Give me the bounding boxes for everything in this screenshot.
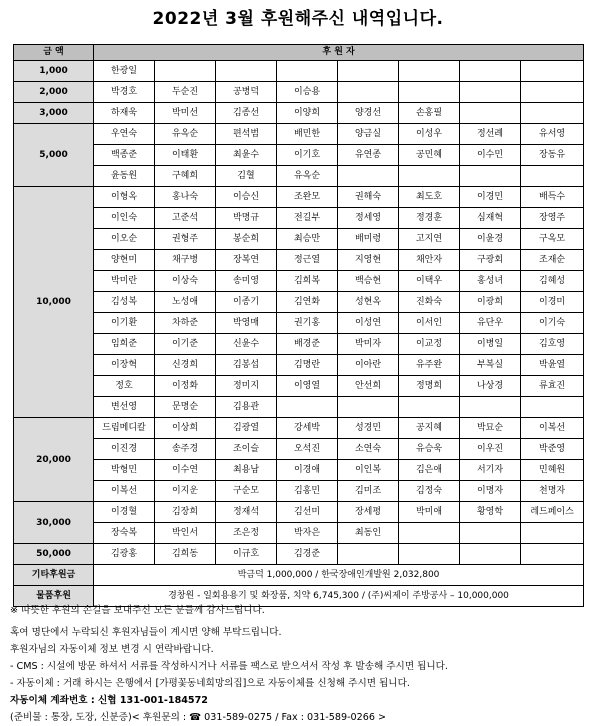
- donor-name-cell: 김희동: [155, 544, 216, 565]
- donor-name-cell: 이병일: [460, 334, 521, 355]
- donor-name-cell: 김경준: [277, 544, 338, 565]
- donor-name-cell: 이성우: [399, 124, 460, 145]
- donor-name-cell: 이윤경: [460, 229, 521, 250]
- donor-name-cell: [399, 397, 460, 418]
- donor-name-cell: 공병덕: [216, 82, 277, 103]
- donor-name-cell: 이태환: [155, 145, 216, 166]
- donor-name-cell: 강세박: [277, 418, 338, 439]
- donor-name-cell: 윤동원: [94, 166, 155, 187]
- goods-label: 물품후원: [14, 586, 94, 607]
- donor-name-cell: 최승만: [277, 229, 338, 250]
- donor-name-cell: 홍나숙: [155, 187, 216, 208]
- amount-cell: 3,000: [14, 103, 94, 124]
- donor-name-cell: [338, 166, 399, 187]
- donor-row: [14, 397, 584, 418]
- donor-name-cell: 천명자: [521, 481, 584, 502]
- donor-name-cell: [521, 61, 584, 82]
- donor-row: [14, 376, 584, 397]
- donor-name-cell: [399, 166, 460, 187]
- donor-name-cell: 소연숙: [338, 439, 399, 460]
- donor-name-cell: 이정화: [155, 376, 216, 397]
- donor-name-cell: 박경호: [94, 82, 155, 103]
- donor-row: [14, 355, 584, 376]
- donor-row: [14, 523, 584, 544]
- donor-name-cell: 정명희: [399, 376, 460, 397]
- donor-name-cell: 유단우: [460, 313, 521, 334]
- donor-name-cell: 김성복: [94, 292, 155, 313]
- donor-name-cell: 양금실: [338, 124, 399, 145]
- autopay-change-note: 후원자님의 자동이체 정보 변경 시 연락바랍니다.: [10, 644, 214, 655]
- donor-name-cell: [338, 544, 399, 565]
- donor-name-cell: 이양희: [277, 103, 338, 124]
- donor-name-cell: [277, 61, 338, 82]
- donor-name-cell: 오석진: [277, 439, 338, 460]
- donor-name-cell: 이경애: [277, 460, 338, 481]
- donor-name-cell: 이상숙: [155, 271, 216, 292]
- donor-name-cell: 장영주: [521, 208, 584, 229]
- donor-name-cell: 김명란: [277, 355, 338, 376]
- donor-name-cell: 서기자: [460, 460, 521, 481]
- donor-row: [14, 481, 584, 502]
- donor-name-cell: 최용남: [216, 460, 277, 481]
- donor-name-cell: 양현미: [94, 250, 155, 271]
- donor-row: [14, 103, 584, 124]
- donor-name-cell: 성경민: [338, 418, 399, 439]
- donor-name-cell: 이기호: [277, 145, 338, 166]
- donor-name-cell: 공민혜: [399, 145, 460, 166]
- donor-name-cell: 홍성녀: [460, 271, 521, 292]
- donor-row: [14, 271, 584, 292]
- donor-name-cell: 박준영: [521, 439, 584, 460]
- donor-name-cell: 박명규: [216, 208, 277, 229]
- donor-name-cell: 이지운: [155, 481, 216, 502]
- donor-name-cell: [216, 61, 277, 82]
- donor-name-cell: 이승용: [277, 82, 338, 103]
- donor-name-cell: 배미령: [338, 229, 399, 250]
- header-donors: 후 원 자: [94, 45, 584, 61]
- donor-row: [14, 334, 584, 355]
- donor-name-cell: [521, 523, 584, 544]
- donor-name-cell: 장숙복: [94, 523, 155, 544]
- donor-name-cell: 조재순: [521, 250, 584, 271]
- donor-row: [14, 544, 584, 565]
- donor-name-cell: [399, 544, 460, 565]
- donor-name-cell: 이승신: [216, 187, 277, 208]
- donor-name-cell: [460, 82, 521, 103]
- donor-name-cell: 이수민: [460, 145, 521, 166]
- donor-row: [14, 145, 584, 166]
- donor-name-cell: 배득수: [521, 187, 584, 208]
- donor-name-cell: 우연숙: [94, 124, 155, 145]
- donor-name-cell: 이복선: [521, 418, 584, 439]
- donor-name-cell: 구혜희: [155, 166, 216, 187]
- donor-name-cell: 박미선: [155, 103, 216, 124]
- donor-name-cell: 성현옥: [338, 292, 399, 313]
- donor-name-cell: 김연화: [277, 292, 338, 313]
- donor-name-cell: 심재혁: [460, 208, 521, 229]
- donor-name-cell: [521, 166, 584, 187]
- donor-name-cell: 신경희: [155, 355, 216, 376]
- page-title: 2022년 3월 후원해주신 내역입니다.: [152, 9, 444, 29]
- donor-name-cell: 이성연: [338, 313, 399, 334]
- donor-name-cell: 송주경: [155, 439, 216, 460]
- donor-name-cell: 권해숙: [338, 187, 399, 208]
- donor-name-cell: 박형민: [94, 460, 155, 481]
- donor-name-cell: 이기준: [155, 334, 216, 355]
- donor-name-cell: 유옥순: [277, 166, 338, 187]
- other-label: 기타후원금: [14, 565, 94, 586]
- donor-row: [14, 124, 584, 145]
- donor-name-cell: 정미지: [216, 376, 277, 397]
- donor-name-cell: [521, 82, 584, 103]
- donor-name-cell: 드림메디칼: [94, 418, 155, 439]
- donor-name-cell: 이우진: [460, 439, 521, 460]
- donor-name-cell: 이경미: [521, 292, 584, 313]
- donor-name-cell: [338, 82, 399, 103]
- donor-name-cell: 이명자: [460, 481, 521, 502]
- donor-name-cell: 이서인: [399, 313, 460, 334]
- donor-name-cell: 유연종: [338, 145, 399, 166]
- donor-name-cell: 김희복: [277, 271, 338, 292]
- donor-name-cell: 박미란: [94, 271, 155, 292]
- donor-name-cell: 정근열: [277, 250, 338, 271]
- donor-name-cell: 권기홍: [277, 313, 338, 334]
- donor-name-cell: 한광일: [94, 61, 155, 82]
- donor-name-cell: 이장혁: [94, 355, 155, 376]
- goods-text: 경창원 - 일회용용기 및 화장품, 치약 6,745,300 / (주)씨제이 주방공사 – 10,000,000: [94, 586, 584, 607]
- donor-name-cell: 송미영: [216, 271, 277, 292]
- donor-name-cell: 구광회: [460, 250, 521, 271]
- donor-name-cell: 구순모: [216, 481, 277, 502]
- donor-row: [14, 82, 584, 103]
- donor-name-cell: [460, 523, 521, 544]
- donor-table: [13, 44, 584, 607]
- donor-name-cell: 조은정: [216, 523, 277, 544]
- donor-name-cell: [521, 397, 584, 418]
- donor-name-cell: 박윤열: [521, 355, 584, 376]
- amount-cell: 30,000: [14, 502, 94, 544]
- donor-name-cell: 조이슬: [216, 439, 277, 460]
- donor-name-cell: [399, 523, 460, 544]
- donor-name-cell: 임희준: [94, 334, 155, 355]
- footer-notes: [10, 602, 590, 726]
- donor-name-cell: 박미애: [399, 502, 460, 523]
- donor-name-cell: 김혜성: [521, 271, 584, 292]
- donor-name-cell: 문명순: [155, 397, 216, 418]
- donor-name-cell: 이광희: [460, 292, 521, 313]
- donor-name-cell: 채구병: [155, 250, 216, 271]
- donor-name-cell: 장복연: [216, 250, 277, 271]
- donor-name-cell: 이형옥: [94, 187, 155, 208]
- donor-name-cell: 박인서: [155, 523, 216, 544]
- donor-name-cell: 이택우: [399, 271, 460, 292]
- donor-name-cell: 김광열: [216, 418, 277, 439]
- donor-name-cell: [460, 61, 521, 82]
- amount-cell: 2,000: [14, 82, 94, 103]
- donor-name-cell: 백종준: [94, 145, 155, 166]
- donor-name-cell: 김호영: [521, 334, 584, 355]
- donor-name-cell: [277, 397, 338, 418]
- donor-name-cell: 부복실: [460, 355, 521, 376]
- donor-name-cell: 이복선: [94, 481, 155, 502]
- donor-name-cell: 레드페이스: [521, 502, 584, 523]
- donor-name-cell: 김혈: [216, 166, 277, 187]
- donor-name-cell: 김용관: [216, 397, 277, 418]
- donor-name-cell: [338, 61, 399, 82]
- donor-name-cell: [460, 544, 521, 565]
- donor-name-cell: [399, 61, 460, 82]
- donor-name-cell: [460, 397, 521, 418]
- donor-name-cell: 장세평: [338, 502, 399, 523]
- donor-row: [14, 502, 584, 523]
- donor-name-cell: 이인숙: [94, 208, 155, 229]
- donor-name-cell: 정세영: [338, 208, 399, 229]
- donor-row: [14, 187, 584, 208]
- donor-name-cell: 정경훈: [399, 208, 460, 229]
- donor-name-cell: 배경준: [277, 334, 338, 355]
- thanks-note: ※ 따뜻한 후원의 손길을 보내주신 모든 분들께 감사드립니다.: [10, 605, 265, 616]
- donor-name-cell: [460, 103, 521, 124]
- donor-name-cell: 유서영: [521, 124, 584, 145]
- donor-name-cell: 정호: [94, 376, 155, 397]
- other-text: 박금덕 1,000,000 / 한국장애인개발원 2,032,800: [94, 565, 584, 586]
- donor-name-cell: 유옥순: [155, 124, 216, 145]
- donor-name-cell: 이기환: [94, 313, 155, 334]
- donor-name-cell: 이기숙: [521, 313, 584, 334]
- donor-name-cell: 지영현: [338, 250, 399, 271]
- donor-name-cell: 고지연: [399, 229, 460, 250]
- omission-note: 혹여 명단에서 누락되신 후원자님들이 계시면 양해 부탁드립니다.: [10, 627, 282, 638]
- donor-name-cell: 유승욱: [399, 439, 460, 460]
- other-row: [14, 565, 584, 586]
- donor-name-cell: 손홍필: [399, 103, 460, 124]
- donor-name-cell: 이경민: [460, 187, 521, 208]
- donor-name-cell: 공지혜: [399, 418, 460, 439]
- donor-name-cell: 이아란: [338, 355, 399, 376]
- donor-name-cell: 편석범: [216, 124, 277, 145]
- donor-name-cell: [399, 82, 460, 103]
- donor-name-cell: 김광홍: [94, 544, 155, 565]
- donor-name-cell: 조완모: [277, 187, 338, 208]
- autopay-note: - 자동이체 : 거래 하시는 은행에서 [가평꽃동네희망의집]으로 자동이체를 신청해 주시면 됩니다.: [10, 678, 410, 689]
- donor-name-cell: 진화숙: [399, 292, 460, 313]
- donor-name-cell: 이오순: [94, 229, 155, 250]
- donor-name-cell: [338, 397, 399, 418]
- amount-cell: 50,000: [14, 544, 94, 565]
- donor-name-cell: [460, 166, 521, 187]
- donor-name-cell: 황영학: [460, 502, 521, 523]
- donor-name-cell: 최동인: [338, 523, 399, 544]
- donor-name-cell: 노성애: [155, 292, 216, 313]
- donor-name-cell: 최윤수: [216, 145, 277, 166]
- donor-name-cell: 이교정: [399, 334, 460, 355]
- donor-name-cell: 류효진: [521, 376, 584, 397]
- donor-name-cell: 최도호: [399, 187, 460, 208]
- amount-cell: 1,000: [14, 61, 94, 82]
- donor-row: [14, 166, 584, 187]
- account-number: 자동이체 계좌번호 : 신협 131-001-184572: [10, 695, 208, 706]
- donor-name-cell: 신윤수: [216, 334, 277, 355]
- donor-row: [14, 313, 584, 334]
- donor-row: [14, 460, 584, 481]
- cms-note: - CMS : 시설에 방문 하셔서 서류를 작성하시거나 서류를 팩스로 받으셔서 작성 후 발송해 주시면 됩니다.: [10, 661, 448, 672]
- donor-name-cell: 이수연: [155, 460, 216, 481]
- donor-name-cell: 안선희: [338, 376, 399, 397]
- donor-name-cell: 이인복: [338, 460, 399, 481]
- amount-cell: 5,000: [14, 124, 94, 187]
- donor-name-cell: 정재석: [216, 502, 277, 523]
- donor-name-cell: 봉순희: [216, 229, 277, 250]
- donor-name-cell: 정선례: [460, 124, 521, 145]
- donor-name-cell: 김정숙: [399, 481, 460, 502]
- donor-name-cell: 차하준: [155, 313, 216, 334]
- donor-name-cell: 이진경: [94, 439, 155, 460]
- donor-name-cell: [521, 103, 584, 124]
- donor-name-cell: 유주완: [399, 355, 460, 376]
- donor-name-cell: 김봉섭: [216, 355, 277, 376]
- header-amount: 금 액: [14, 45, 94, 61]
- donor-name-cell: 이종기: [216, 292, 277, 313]
- donor-name-cell: 권형주: [155, 229, 216, 250]
- donor-name-cell: 박미자: [338, 334, 399, 355]
- amount-cell: 10,000: [14, 187, 94, 418]
- donor-row: [14, 250, 584, 271]
- donor-name-cell: 이영열: [277, 376, 338, 397]
- donor-name-cell: 박묘순: [460, 418, 521, 439]
- donor-name-cell: 김장희: [155, 502, 216, 523]
- donor-name-cell: 김은애: [399, 460, 460, 481]
- donor-name-cell: 나상경: [460, 376, 521, 397]
- donor-name-cell: 백승현: [338, 271, 399, 292]
- donor-name-cell: 고준석: [155, 208, 216, 229]
- donor-name-cell: 하재욱: [94, 103, 155, 124]
- donor-name-cell: 김홍민: [277, 481, 338, 502]
- donor-name-cell: 김미조: [338, 481, 399, 502]
- donor-name-cell: 민혜원: [521, 460, 584, 481]
- donor-name-cell: 박영매: [216, 313, 277, 334]
- donor-name-cell: 전길부: [277, 208, 338, 229]
- donor-row: [14, 439, 584, 460]
- donor-name-cell: 양경선: [338, 103, 399, 124]
- donor-name-cell: 변선영: [94, 397, 155, 418]
- amount-cell: 20,000: [14, 418, 94, 502]
- donor-name-cell: 두순진: [155, 82, 216, 103]
- donor-row: [14, 61, 584, 82]
- donor-name-cell: 배민한: [277, 124, 338, 145]
- donor-row: [14, 208, 584, 229]
- donor-name-cell: 김선미: [277, 502, 338, 523]
- donor-name-cell: 이경혈: [94, 502, 155, 523]
- contact-info: (준비물 : 통장, 도장, 신분증)< 후원문의 : ☎ 031-589-0275 / Fax : 031-589-0266 >: [10, 712, 387, 723]
- donor-name-cell: 구옥모: [521, 229, 584, 250]
- donor-name-cell: 채안자: [399, 250, 460, 271]
- donor-row: [14, 229, 584, 250]
- donor-name-cell: 박자은: [277, 523, 338, 544]
- donor-name-cell: [521, 544, 584, 565]
- donor-name-cell: [155, 61, 216, 82]
- donor-row: [14, 418, 584, 439]
- donor-row: [14, 292, 584, 313]
- donor-name-cell: 이규호: [216, 544, 277, 565]
- table-header-row: [14, 45, 584, 61]
- donor-name-cell: 이상희: [155, 418, 216, 439]
- donor-name-cell: 장동유: [521, 145, 584, 166]
- donor-name-cell: 김종선: [216, 103, 277, 124]
